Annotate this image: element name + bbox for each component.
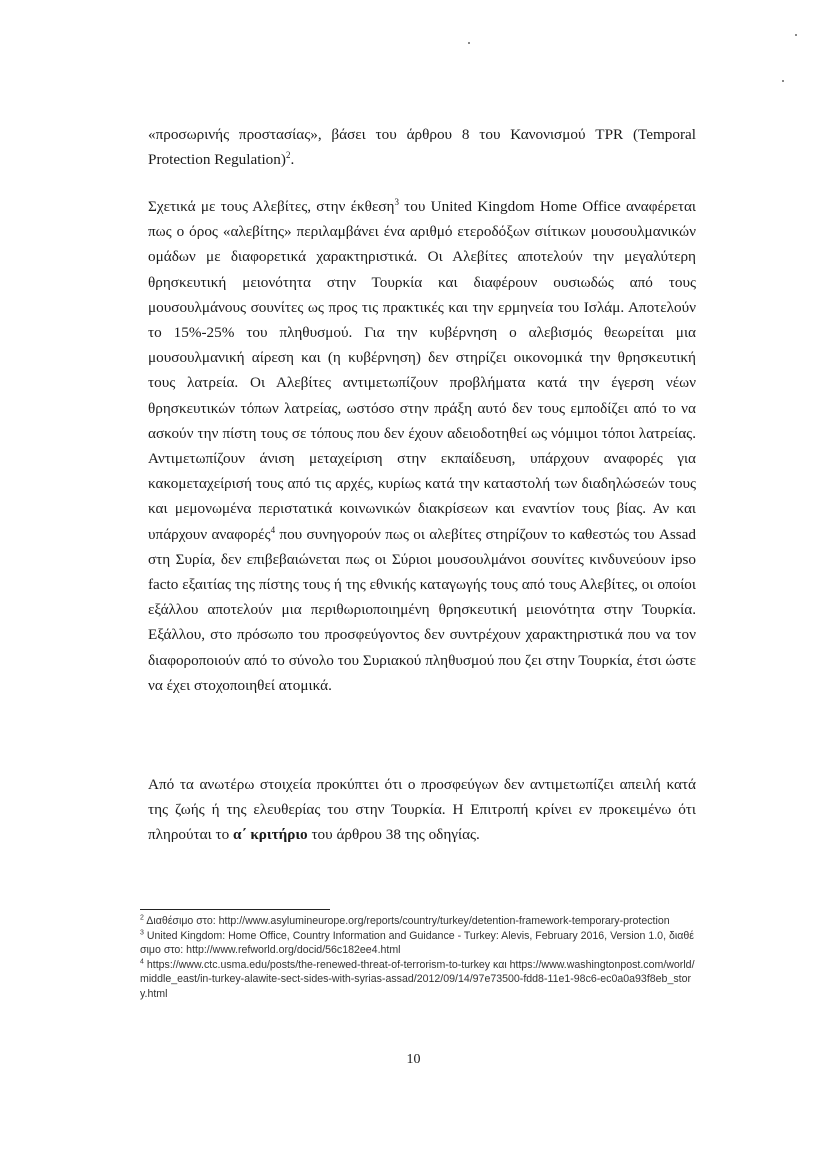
paragraph-text-part2: του άρθρου 38 της οδηγίας. — [307, 826, 480, 844]
scan-speck — [782, 80, 784, 82]
footnote-text: Διαθέσιμο στο: http://www.asylumineurope.org/reports/country/turkey/detention-framework-temporary-protection — [146, 915, 670, 927]
footnotes — [140, 914, 696, 1002]
paragraph-text: «προσωρινής προστασίας», βάσει του άρθρου 8 του Κανονισμού TPR (Temporal Protection Regulation) — [148, 126, 696, 169]
paragraph-text-part3: που συνηγορούν πως οι αλεβίτες στηρίζουν το καθεστώς του Assad στη Συρία, δεν επιβεβαιώνεται πως οι Σύριοι μουσουλμάνοι σουνίτες κινδυνεύουν ipso facto εξαιτίας της πίστης τους ή της εθνικής καταγωγής τους από τους Αλεβίτες, οι οποίοι εξάλλου αποτελούν μια περιθωριοποιημένη θρησκευτική μειονότητα στην Τουρκία. Εξάλλου, στο πρόσωπο του προσφεύγοντος δεν συντρέχουν χαρακτηριστικά που να τον διαφοροποιούν από το σύνολο του Συριακού πληθυσμού που ζει στην Τουρκία, έτσι ώστε να έχει στοχοποιηθεί ατομικά. — [148, 525, 696, 694]
footnote-ref-3: 3 — [394, 196, 399, 207]
footnote-number: 2 — [140, 914, 144, 922]
footnote-text: https://www.ctc.usma.edu/posts/the-renewed-threat-of-terrorism-to-turkey και https://www.washingtonpost.com/world/middle_east/in-turkey-alawite-sect-sides-with-syrias-assad/2012/09/14/97e73500-fdd8-11e1-98c6-ec0a0a93f8eb_story.html — [140, 958, 695, 1000]
footnote-ref-2: 2 — [285, 150, 291, 161]
footnote-separator — [140, 909, 330, 910]
paragraph-text-part1: Σχετικά με τους Αλεβίτες, στην έκθεση — [148, 198, 395, 215]
footnote-text: United Kingdom: Home Office, Country Information and Guidance - Turkey: Alevis, February 2016, Version 1.0, διαθέσιμο στο: http://www.refworld.org/docid/56c182ee4.html — [140, 929, 694, 957]
page-number: 10 — [406, 1052, 421, 1067]
footnote-number: 4 — [140, 958, 144, 966]
footnote-4 — [140, 958, 696, 1002]
footnote-ref-4: 4 — [270, 524, 276, 535]
criterion-label: α΄ κριτήριο — [232, 826, 308, 844]
footnote-number: 3 — [140, 929, 144, 937]
paragraph-temporary-protection — [148, 122, 696, 172]
paragraph-text-part2: του United Kingdom Home Office αναφέρεται πως ο όρος «αλεβίτης» περιλαμβάνει ένα αριθμό ετεροδόξων σιίτικων μουσουλμανικών ομάδων με διαφορετικά χαρακτηριστικά. Οι Αλεβίτες αποτελούν την μεγαλύτερη θρησκευτική μειονότητα στην Τουρκία και διαφέρουν ουσιωδώς από τους μουσουλμάνους σουνίτες ως προς τις πρακτικές και την ερμηνεία του Ισλάμ. Αποτελούν το 15%-25% του πληθυσμού. Για την κυβέρνηση ο αλεβισμός θεωρείται μια μουσουλμανική αίρεση και (η κυβέρνηση) δεν στηρίζει οικονομικά την θρησκευτική τους λατρεία. Οι Αλεβίτες αντιμετωπίζουν προβλήματα κατά την έγερση νέων θρησκευτικών τόπων λατρείας, ωστόσο στην πράξη αυτό δεν τους εμποδίζει από το να ασκούν την πίστη τους σε τόπους που δεν έχουν αδειοδοτηθεί ως νόμιμοι τόποι λατρείας. Αντιμετωπίζουν άνιση μεταχείριση στην εκπαίδευση, υπάρχουν αναφορές για κακομεταχείρισή τους από τις αρχές, κυρίως κατά την καταστολή των διαδηλώσεών τους και μεμονωμένα περιστατικά κοινωνικών διακρίσεων και εναντίον τους βίας. Αν και υπάρχουν αναφορές — [148, 198, 696, 543]
paragraph-tail: . — [290, 151, 295, 169]
footnote-3 — [140, 929, 696, 958]
scan-speck — [795, 34, 797, 36]
paragraph-conclusion — [148, 772, 696, 848]
footnote-2 — [140, 914, 696, 929]
paragraph-alevis — [148, 194, 696, 698]
scan-speck — [468, 42, 470, 44]
paragraph-text-part1: Από τα ανωτέρω στοιχεία προκύπτει ότι ο προσφεύγων δεν αντιμετωπίζει απειλή κατά της ζωής ή της ελευθερίας του στην Τουρκία. Η Επιτροπή κρίνει εν προκειμένω ότι πληρούται το — [148, 776, 696, 844]
